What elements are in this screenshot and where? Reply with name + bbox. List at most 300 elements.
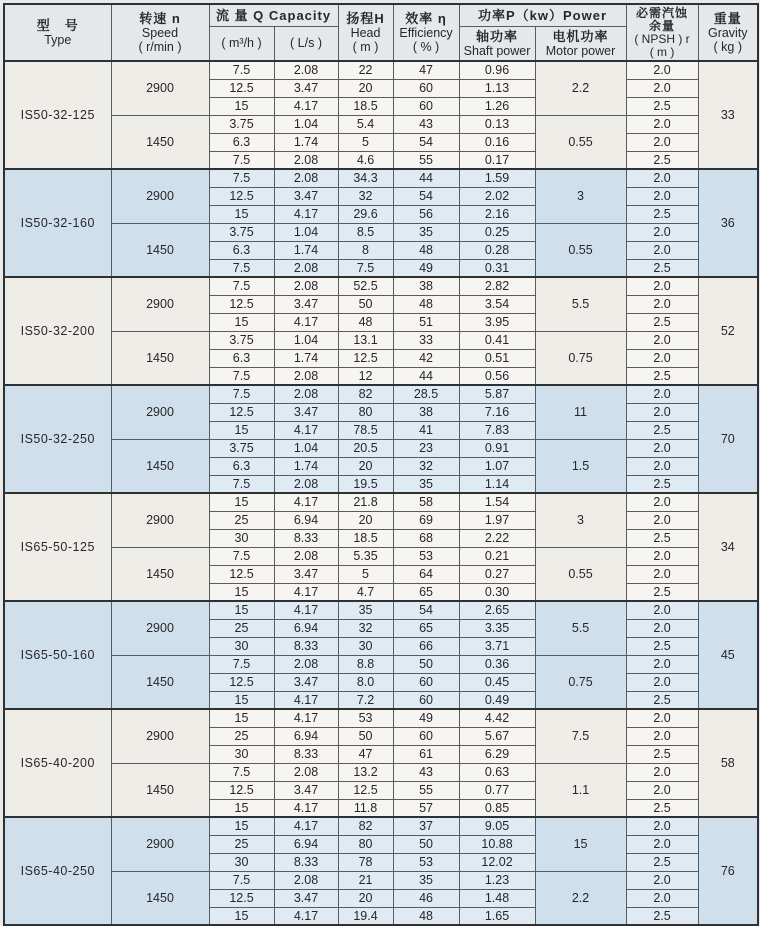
shaft-power-cell: 0.28	[459, 241, 535, 259]
efficiency-cell: 46	[393, 889, 459, 907]
motor-power-cell: 7.5	[535, 709, 626, 763]
col-header-power-group	[459, 4, 626, 26]
head-cell: 21	[338, 871, 393, 889]
head-cell: 20	[338, 79, 393, 97]
gravity-cell: 45	[698, 601, 758, 709]
shaft-power-cell: 3.35	[459, 619, 535, 637]
shaft-power-cell: 0.77	[459, 781, 535, 799]
capacity-m3h-cell: 7.5	[209, 655, 274, 673]
motor-power-cell: 5.5	[535, 277, 626, 331]
head-cell: 53	[338, 709, 393, 727]
npsh-cell: 2.0	[626, 889, 698, 907]
head-cell: 19.5	[338, 475, 393, 493]
npsh-cell: 2.5	[626, 97, 698, 115]
table-row	[4, 493, 758, 511]
head-cell: 7.5	[338, 259, 393, 277]
head-cell: 12.5	[338, 349, 393, 367]
shaft-power-cell: 0.51	[459, 349, 535, 367]
shaft-power-cell: 10.88	[459, 835, 535, 853]
motor-power-cell: 0.55	[535, 223, 626, 277]
capacity-ls-cell: 8.33	[274, 745, 338, 763]
npsh-cell: 2.0	[626, 763, 698, 781]
npsh-cell: 2.5	[626, 151, 698, 169]
head-cell: 82	[338, 385, 393, 403]
capacity-ls-cell: 2.08	[274, 367, 338, 385]
model-cell: IS50-32-125	[4, 61, 111, 169]
motor-power-cell: 0.75	[535, 655, 626, 709]
motor-power-cell: 1.5	[535, 439, 626, 493]
gravity-header-unit: ( kg )	[713, 40, 742, 54]
capacity-m3h-cell: 7.5	[209, 763, 274, 781]
gravity-header-zh: 重量	[713, 11, 742, 26]
shaft-power-cell: 0.96	[459, 61, 535, 79]
capacity-ls-cell: 4.17	[274, 421, 338, 439]
efficiency-cell: 69	[393, 511, 459, 529]
head-cell: 13.2	[338, 763, 393, 781]
capacity-ls-cell: 6.94	[274, 835, 338, 853]
capacity-ls-cell: 2.08	[274, 871, 338, 889]
motor-power-header-en: Motor power	[545, 43, 616, 58]
capacity-m3h-cell: 3.75	[209, 331, 274, 349]
motor-power-cell: 15	[535, 817, 626, 871]
table-row	[4, 115, 758, 133]
shaft-power-cell: 1.59	[459, 169, 535, 187]
npsh-cell: 2.5	[626, 421, 698, 439]
shaft-power-cell: 0.91	[459, 439, 535, 457]
capacity-m3h-cell: 15	[209, 799, 274, 817]
shaft-power-cell: 5.67	[459, 727, 535, 745]
speed-cell: 1450	[111, 223, 209, 277]
efficiency-cell: 48	[393, 907, 459, 925]
head-header-zh: 扬程H	[346, 11, 385, 26]
head-cell: 5	[338, 133, 393, 151]
capacity-ls-cell: 1.04	[274, 439, 338, 457]
efficiency-cell: 51	[393, 313, 459, 331]
efficiency-cell: 44	[393, 367, 459, 385]
npsh-header-line1: 必需汽蚀	[636, 5, 689, 20]
shaft-power-cell: 0.49	[459, 691, 535, 709]
table-row	[4, 277, 758, 295]
efficiency-cell: 28.5	[393, 385, 459, 403]
capacity-m3h-cell: 12.5	[209, 187, 274, 205]
model-cell: IS50-32-160	[4, 169, 111, 277]
npsh-cell: 2.5	[626, 259, 698, 277]
npsh-cell: 2.0	[626, 565, 698, 583]
capacity-ls-cell: 2.08	[274, 547, 338, 565]
speed-cell: 2900	[111, 385, 209, 439]
npsh-cell: 2.5	[626, 907, 698, 925]
efficiency-cell: 64	[393, 565, 459, 583]
shaft-power-cell: 7.16	[459, 403, 535, 421]
npsh-cell: 2.0	[626, 781, 698, 799]
npsh-header-line2: 余量	[649, 18, 676, 33]
col-header-gravity	[698, 4, 758, 61]
capacity-m3h-cell: 6.3	[209, 457, 274, 475]
shaft-power-cell: 3.54	[459, 295, 535, 313]
model-cell: IS65-50-160	[4, 601, 111, 709]
head-cell: 5.4	[338, 115, 393, 133]
col-header-npsh	[626, 4, 698, 61]
table-row	[4, 439, 758, 457]
speed-header-zh: 转速 n	[139, 11, 181, 26]
speed-cell: 1450	[111, 331, 209, 385]
head-cell: 35	[338, 601, 393, 619]
efficiency-cell: 65	[393, 619, 459, 637]
capacity-m3h-header: ( m³/h )	[221, 36, 262, 51]
efficiency-cell: 44	[393, 169, 459, 187]
capacity-m3h-cell: 7.5	[209, 871, 274, 889]
shaft-power-cell: 9.05	[459, 817, 535, 835]
head-cell: 80	[338, 835, 393, 853]
speed-cell: 1450	[111, 655, 209, 709]
shaft-power-cell: 0.36	[459, 655, 535, 673]
efficiency-cell: 66	[393, 637, 459, 655]
shaft-power-cell: 0.25	[459, 223, 535, 241]
capacity-m3h-cell: 3.75	[209, 115, 274, 133]
npsh-cell: 2.5	[626, 745, 698, 763]
head-cell: 11.8	[338, 799, 393, 817]
npsh-cell: 2.5	[626, 637, 698, 655]
table-header	[4, 4, 758, 61]
shaft-power-cell: 6.29	[459, 745, 535, 763]
head-cell: 8	[338, 241, 393, 259]
capacity-ls-cell: 4.17	[274, 601, 338, 619]
efficiency-cell: 37	[393, 817, 459, 835]
model-cell: IS65-40-200	[4, 709, 111, 817]
speed-cell: 2900	[111, 169, 209, 223]
efficiency-cell: 38	[393, 403, 459, 421]
shaft-power-cell: 2.65	[459, 601, 535, 619]
capacity-ls-cell: 1.04	[274, 223, 338, 241]
efficiency-cell: 61	[393, 745, 459, 763]
efficiency-cell: 49	[393, 259, 459, 277]
capacity-ls-cell: 2.08	[274, 259, 338, 277]
gravity-header-en: Gravity	[707, 26, 748, 40]
capacity-ls-cell: 3.47	[274, 889, 338, 907]
npsh-cell: 2.5	[626, 367, 698, 385]
table-row	[4, 547, 758, 565]
npsh-cell: 2.0	[626, 241, 698, 259]
capacity-m3h-cell: 15	[209, 97, 274, 115]
speed-header-en: Speed	[141, 26, 179, 40]
capacity-m3h-cell: 7.5	[209, 151, 274, 169]
efficiency-cell: 54	[393, 187, 459, 205]
gravity-cell: 76	[698, 817, 758, 925]
head-cell: 12	[338, 367, 393, 385]
capacity-m3h-cell: 12.5	[209, 79, 274, 97]
shaft-power-cell: 3.95	[459, 313, 535, 331]
motor-power-header-zh: 电机功率	[552, 28, 609, 44]
table-row	[4, 223, 758, 241]
head-cell: 78	[338, 853, 393, 871]
head-cell: 48	[338, 313, 393, 331]
head-cell: 4.6	[338, 151, 393, 169]
efficiency-header-en: Efficiency	[399, 26, 453, 40]
capacity-ls-cell: 3.47	[274, 565, 338, 583]
capacity-ls-cell: 8.33	[274, 529, 338, 547]
head-cell: 18.5	[338, 97, 393, 115]
table-row	[4, 385, 758, 403]
speed-cell: 2900	[111, 493, 209, 547]
head-cell: 20	[338, 889, 393, 907]
head-cell: 82	[338, 817, 393, 835]
capacity-m3h-cell: 12.5	[209, 889, 274, 907]
efficiency-cell: 60	[393, 97, 459, 115]
efficiency-cell: 53	[393, 547, 459, 565]
npsh-cell: 2.5	[626, 799, 698, 817]
shaft-power-cell: 0.56	[459, 367, 535, 385]
capacity-m3h-cell: 15	[209, 691, 274, 709]
capacity-m3h-cell: 7.5	[209, 547, 274, 565]
head-cell: 20.5	[338, 439, 393, 457]
capacity-m3h-cell: 7.5	[209, 277, 274, 295]
shaft-power-cell: 2.02	[459, 187, 535, 205]
npsh-cell: 2.0	[626, 547, 698, 565]
npsh-cell: 2.0	[626, 835, 698, 853]
capacity-m3h-cell: 12.5	[209, 295, 274, 313]
capacity-m3h-cell: 15	[209, 709, 274, 727]
capacity-ls-cell: 3.47	[274, 295, 338, 313]
efficiency-cell: 65	[393, 583, 459, 601]
speed-cell: 2900	[111, 709, 209, 763]
shaft-power-cell: 1.97	[459, 511, 535, 529]
col-header-motor-power	[535, 26, 626, 61]
col-header-shaft-power	[459, 26, 535, 61]
head-cell: 8.5	[338, 223, 393, 241]
capacity-ls-cell: 4.17	[274, 205, 338, 223]
capacity-m3h-cell: 7.5	[209, 367, 274, 385]
efficiency-cell: 58	[393, 493, 459, 511]
capacity-ls-cell: 2.08	[274, 169, 338, 187]
npsh-cell: 2.0	[626, 349, 698, 367]
capacity-ls-cell: 6.94	[274, 727, 338, 745]
capacity-m3h-cell: 12.5	[209, 673, 274, 691]
head-cell: 52.5	[338, 277, 393, 295]
capacity-ls-cell: 1.04	[274, 331, 338, 349]
gravity-cell: 70	[698, 385, 758, 493]
shaft-power-cell: 0.30	[459, 583, 535, 601]
speed-cell: 1450	[111, 871, 209, 925]
npsh-cell: 2.0	[626, 655, 698, 673]
head-cell: 19.4	[338, 907, 393, 925]
npsh-cell: 2.0	[626, 295, 698, 313]
model-cell: IS65-50-125	[4, 493, 111, 601]
efficiency-cell: 60	[393, 673, 459, 691]
gravity-cell: 36	[698, 169, 758, 277]
capacity-ls-cell: 4.17	[274, 493, 338, 511]
capacity-m3h-cell: 25	[209, 835, 274, 853]
head-cell: 29.6	[338, 205, 393, 223]
head-cell: 5.35	[338, 547, 393, 565]
table-row	[4, 169, 758, 187]
speed-cell: 2900	[111, 601, 209, 655]
capacity-m3h-cell: 15	[209, 601, 274, 619]
efficiency-cell: 48	[393, 295, 459, 313]
efficiency-cell: 50	[393, 835, 459, 853]
head-cell: 47	[338, 745, 393, 763]
efficiency-cell: 60	[393, 727, 459, 745]
head-cell: 13.1	[338, 331, 393, 349]
npsh-cell: 2.5	[626, 313, 698, 331]
npsh-cell: 2.5	[626, 583, 698, 601]
power-group-header: 功率P（kw）Power	[478, 7, 608, 23]
capacity-ls-cell: 8.33	[274, 853, 338, 871]
capacity-ls-cell: 3.47	[274, 187, 338, 205]
capacity-m3h-cell: 30	[209, 853, 274, 871]
capacity-ls-cell: 4.17	[274, 583, 338, 601]
motor-power-cell: 0.55	[535, 547, 626, 601]
speed-cell: 2900	[111, 61, 209, 115]
npsh-cell: 2.0	[626, 79, 698, 97]
capacity-group-header: 流 量 Q Capacity	[215, 7, 332, 23]
capacity-m3h-cell: 6.3	[209, 133, 274, 151]
head-cell: 20	[338, 457, 393, 475]
head-cell: 80	[338, 403, 393, 421]
npsh-cell: 2.0	[626, 385, 698, 403]
speed-cell: 2900	[111, 817, 209, 871]
capacity-ls-cell: 1.04	[274, 115, 338, 133]
speed-cell: 1450	[111, 115, 209, 169]
shaft-power-cell: 1.54	[459, 493, 535, 511]
npsh-cell: 2.0	[626, 439, 698, 457]
efficiency-cell: 32	[393, 457, 459, 475]
motor-power-cell: 11	[535, 385, 626, 439]
head-cell: 18.5	[338, 529, 393, 547]
shaft-power-cell: 0.17	[459, 151, 535, 169]
efficiency-cell: 55	[393, 781, 459, 799]
capacity-ls-cell: 2.08	[274, 277, 338, 295]
capacity-ls-cell: 2.08	[274, 763, 338, 781]
capacity-m3h-cell: 7.5	[209, 475, 274, 493]
capacity-ls-cell: 3.47	[274, 403, 338, 421]
capacity-m3h-cell: 15	[209, 313, 274, 331]
motor-power-cell: 3	[535, 493, 626, 547]
efficiency-cell: 48	[393, 241, 459, 259]
capacity-m3h-cell: 7.5	[209, 385, 274, 403]
shaft-power-cell: 1.26	[459, 97, 535, 115]
col-header-type	[4, 4, 111, 61]
shaft-power-cell: 7.83	[459, 421, 535, 439]
head-cell: 5	[338, 565, 393, 583]
efficiency-cell: 38	[393, 277, 459, 295]
shaft-power-cell: 1.07	[459, 457, 535, 475]
table-row	[4, 817, 758, 835]
motor-power-cell: 2.2	[535, 871, 626, 925]
table-row	[4, 601, 758, 619]
capacity-ls-cell: 3.47	[274, 781, 338, 799]
npsh-cell: 2.0	[626, 709, 698, 727]
efficiency-cell: 41	[393, 421, 459, 439]
col-header-speed	[111, 4, 209, 61]
head-cell: 7.2	[338, 691, 393, 709]
npsh-cell: 2.5	[626, 475, 698, 493]
capacity-ls-cell: 4.17	[274, 691, 338, 709]
capacity-ls-cell: 1.74	[274, 133, 338, 151]
pump-table-body	[4, 61, 758, 925]
head-cell: 8.0	[338, 673, 393, 691]
capacity-ls-cell: 4.17	[274, 907, 338, 925]
npsh-cell: 2.0	[626, 187, 698, 205]
efficiency-cell: 54	[393, 601, 459, 619]
speed-cell: 1450	[111, 547, 209, 601]
npsh-cell: 2.5	[626, 529, 698, 547]
shaft-power-cell: 0.16	[459, 133, 535, 151]
capacity-m3h-cell: 25	[209, 727, 274, 745]
capacity-ls-cell: 6.94	[274, 511, 338, 529]
shaft-power-cell: 0.31	[459, 259, 535, 277]
head-cell: 78.5	[338, 421, 393, 439]
capacity-m3h-cell: 15	[209, 817, 274, 835]
capacity-ls-cell: 2.08	[274, 61, 338, 79]
npsh-cell: 2.0	[626, 871, 698, 889]
gravity-cell: 33	[698, 61, 758, 169]
motor-power-cell: 2.2	[535, 61, 626, 115]
table-row	[4, 709, 758, 727]
efficiency-cell: 35	[393, 871, 459, 889]
col-header-capacity-m3h	[209, 26, 274, 61]
npsh-cell: 2.0	[626, 331, 698, 349]
model-cell: IS50-32-200	[4, 277, 111, 385]
table-row	[4, 871, 758, 889]
shaft-power-cell: 2.22	[459, 529, 535, 547]
efficiency-cell: 60	[393, 691, 459, 709]
efficiency-cell: 43	[393, 115, 459, 133]
capacity-ls-cell: 1.74	[274, 457, 338, 475]
npsh-cell: 2.0	[626, 601, 698, 619]
efficiency-cell: 49	[393, 709, 459, 727]
table-row	[4, 763, 758, 781]
col-header-efficiency	[393, 4, 459, 61]
npsh-cell: 2.5	[626, 853, 698, 871]
capacity-m3h-cell: 3.75	[209, 439, 274, 457]
capacity-ls-cell: 4.17	[274, 817, 338, 835]
head-cell: 50	[338, 727, 393, 745]
type-header-zh: 型 号	[36, 18, 79, 33]
head-cell: 32	[338, 187, 393, 205]
motor-power-cell: 0.75	[535, 331, 626, 385]
table-row	[4, 331, 758, 349]
npsh-cell: 2.0	[626, 61, 698, 79]
head-cell: 21.8	[338, 493, 393, 511]
shaft-power-cell: 1.65	[459, 907, 535, 925]
efficiency-header-zh: 效率 η	[405, 11, 447, 26]
col-header-capacity-group	[209, 4, 338, 26]
head-cell: 8.8	[338, 655, 393, 673]
shaft-power-cell: 5.87	[459, 385, 535, 403]
capacity-ls-cell: 2.08	[274, 151, 338, 169]
shaft-power-header-zh: 轴功率	[476, 28, 519, 44]
type-header-en: Type	[44, 33, 72, 47]
npsh-cell: 2.0	[626, 403, 698, 421]
capacity-m3h-cell: 7.5	[209, 61, 274, 79]
shaft-power-cell: 1.14	[459, 475, 535, 493]
capacity-m3h-cell: 30	[209, 637, 274, 655]
efficiency-cell: 43	[393, 763, 459, 781]
head-cell: 12.5	[338, 781, 393, 799]
motor-power-cell: 1.1	[535, 763, 626, 817]
efficiency-cell: 56	[393, 205, 459, 223]
pump-performance-table	[3, 3, 759, 926]
shaft-power-cell: 1.23	[459, 871, 535, 889]
efficiency-cell: 33	[393, 331, 459, 349]
npsh-cell: 2.0	[626, 511, 698, 529]
gravity-cell: 34	[698, 493, 758, 601]
npsh-cell: 2.5	[626, 691, 698, 709]
speed-header-unit: ( r/min )	[138, 40, 182, 54]
efficiency-cell: 50	[393, 655, 459, 673]
capacity-ls-cell: 4.17	[274, 709, 338, 727]
head-cell: 32	[338, 619, 393, 637]
